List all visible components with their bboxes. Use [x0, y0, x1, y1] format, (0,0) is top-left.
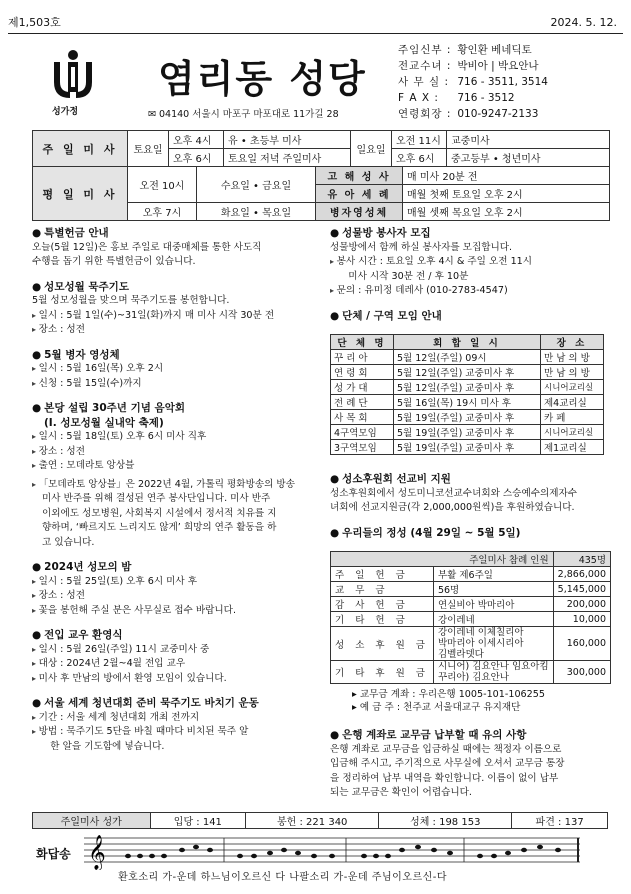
list-item: ▸ 일시 : 5월 18일(토) 오후 6시 미사 직후	[32, 431, 207, 442]
parish-address: ✉ 04140 서울시 마포구 마포대로 11가길 28	[148, 109, 339, 120]
psalm-label: 화답송	[36, 847, 71, 861]
table-row: 전 례 단 5월 16일(목) 19시 미사 후 제4교리실	[331, 395, 604, 410]
mail-icon: ✉	[148, 109, 156, 120]
section-title: ● 서울 세계 청년대회 준비 묵주기도 바치기 운동	[32, 696, 322, 711]
list-item: ▸ 방법 : 묵주기도 5단을 바칠 때마다 비치된 묵주 알	[32, 726, 249, 737]
list-item: ▸ 미사 후 만남의 방에서 환영 모임이 있습니다.	[32, 672, 227, 684]
hymn-lyrics: 환호소리 가-운데 하느님이오르신 다 나팔소리 가-운데 주님이오르신-다	[118, 872, 448, 883]
section-title: ● 성물방 봉사자 모집	[330, 226, 610, 241]
info-row: 사 무 실 : 716 - 3511, 3514	[398, 76, 548, 88]
sunday-mass-label: 주 일 미 사	[33, 131, 128, 167]
section-title: ● 전입 교우 환영식	[32, 628, 322, 643]
section-title: ● 본당 설립 30주년 기념 음악회	[32, 401, 322, 416]
left-column: ● 특별헌금 안내 오늘(5월 12일)은 홍보 주일로 대중매체를 통한 사도직 수행을 돕기 위한 특별헌금이 있습니다. ● 성모성월 묵주기도 5월 성모성월을 맞으며 묵주기도를 봉헌합니다. ▸ 일시 : 5월 1일(수)~31일(화)까지 매 미사 시작 30분 전 ▸ 장소 : 성전 ● 5월 병자 영성체 ▸ 일시 : 5월 16일(목) 오후 2시 ▸ 신청 : 5월 15일(수)까지 ● 본당 설립 30주년 기념 음악회 (Ⅰ. 성모성월 실내악 축제) ▸ 일시 : 5월 18일(토) 오후 6시 미사 직후 ▸ 장소 : 성전 ▸ 출연 : 모데라토 앙상블 ▸ 「모데라토 앙상블」은 2022년 4월, 가톨릭 평화방송의 방송 미사 반주를 위해 결성된 연주 봉사단입니다. 미사 반주 이외에도 성모병원, 사회복지 시설에서 정서적 치유를 지 향하며, ‘빠르지도 느리지도 않게’ 희망의 연주 활동을 하 고 있습니다. ● 2024년 성모의 밤 ▸ 일시 : 5월 25일(토) 오후 6시 미사 후 ▸ 장소 : 성전 ▸ 꽃을 봉헌해 주실 분은 사무실로 접수 바랍니다. ● 전입 교우 환영식 ▸ 일시 : 5월 26일(주일) 11시 교중미사 중 ▸ 대상 : 2024년 2월~4월 전입 교우 ▸ 미사 후 만남의 방에서 환영 모임이 있습니다. ● 서울 세계 청년대회 준비 묵주기도 바치기 운동 ▸ 기간 : 서울 세계 청년대회 개최 전까지 ▸ 방법 : 묵주기도 5단을 바칠 때마다 비치된 묵주 알 한 알을 기도함에 넣습니다.	[32, 226, 322, 754]
account-info: ▸ 교무금 계좌 : 우리은행 1005-101-106255 ▸ 예 금 주 : 천주교 서울대교구 유지재단	[352, 689, 545, 713]
list-item: ▸ 일시 : 5월 26일(주일) 11시 교중미사 중	[32, 643, 210, 655]
right-column-bottom: ● 은행 계좌로 교무금 납부할 때 유의 사항 은행 계좌로 교무금을 입금하실 때에는 책정자 이름으로 입금해 주시고, 주기적으로 사무실에 오셔서 교무금 통장 을 정리하여 납부 내역을 확인합니다. 이름이 없이 납부 되는 교무금은 확인이 어렵습니다.	[330, 728, 610, 801]
group-meeting-table: 단 체 명 회 합 일 시 장 소 꾸 리 아 5월 12일(주일) 09시 만 남 의 방 연 령 회 5월 12일(주일) 교중미사 후 만 남 의 방 성 가 대 5월 12일(주일) 교중미사 후 시니어교리실 전 례 단 5월 16일(목) 19시 미사 후 제4교리실 사 목 회 5월 19일(주일) 교중미사 후 카 페 4구역모임 5월 19일(주일) 교중미사 후 시니어교리실 3구역모임 5월 19일(주일) 교중미사 후 제1교리실	[330, 334, 604, 455]
section-title: ● 2024년 성모의 밤	[32, 560, 322, 575]
list-item: ▸ 「모데라토 앙상블」은 2022년 4월, 가톨릭 평화방송의 방송	[32, 478, 295, 490]
issue-date: 2024. 5. 12.	[550, 16, 617, 29]
info-row: F A X : 716 - 3512	[398, 92, 515, 104]
list-item: ▸ 장소 : 성전	[32, 324, 85, 335]
info-row: 연령회장 : 010-9247-2133	[398, 108, 539, 120]
list-item: ▸ 출연 : 모데라토 앙상블	[32, 460, 135, 471]
svg-text:𝄞: 𝄞	[88, 835, 106, 870]
list-item: ▸ 일시 : 5월 1일(수)~31일(화)까지 매 미사 시작 30분 전	[32, 309, 275, 321]
section-title: ● 단체 / 구역 모임 안내	[330, 309, 610, 324]
section-title: ● 성모성월 묵주기도	[32, 280, 322, 295]
weekday-mass-label: 평 일 미 사	[33, 167, 128, 221]
parish-title: 염리동 성당	[158, 57, 367, 101]
hymn-table: 주일미사 성가 입당 : 141 봉헌 : 221 340 성체 : 198 153 파견 : 137	[32, 812, 608, 829]
logo-text: 성가정	[52, 107, 79, 117]
top-divider	[8, 33, 623, 34]
right-column-top: ● 성물방 봉사자 모집 성물방에서 함께 하실 봉사자를 모집합니다. ▸ 봉사 시간 : 토요일 오후 4시 & 주일 오전 11시 미사 시작 30분 전 / 후 10분 ▸ 문의 : 유미정 데레사 (010-2783-4547) ● 단체 / 구역 모임 안내	[330, 226, 610, 323]
list-item: ▸ 꽃을 봉헌해 주실 분은 사무실로 접수 바랍니다.	[32, 604, 236, 616]
list-item: ▸ 문의 : 유미정 데레사 (010-2783-4547)	[330, 285, 508, 296]
section-title: ● 5월 병자 영성체	[32, 348, 322, 363]
table-row: 3구역모임 5월 19일(주일) 교중미사 후 제1교리실	[331, 440, 604, 455]
list-item: ▸ 장소 : 성전	[32, 590, 85, 601]
section-title: ● 우리들의 정성 (4월 29일 ~ 5월 5일)	[330, 526, 610, 541]
table-row: 연 령 회 5월 12일(주일) 교중미사 후 만 남 의 방	[331, 365, 604, 380]
parish-info	[398, 42, 548, 122]
table-row: 성 소 후 원 금 강이레네 이체칠리아 박마리아 이세시리아 김벨라뎃다 160,000	[331, 627, 611, 661]
list-item: ▸ 일시 : 5월 16일(목) 오후 2시	[32, 363, 164, 374]
list-item: ▸ 일시 : 5월 25일(토) 오후 6시 미사 후	[32, 575, 197, 587]
table-row: 사 목 회 5월 19일(주일) 교중미사 후 카 페	[331, 410, 604, 425]
list-item: ▸ 신청 : 5월 15일(수)까지	[32, 377, 142, 389]
saturday-label: 토요일	[128, 131, 169, 167]
list-item: ▸ 대상 : 2024년 2월~4월 전입 교우	[32, 658, 186, 669]
table-row: 감 사 헌 금 연실비아 박마리아 200,000	[331, 597, 611, 612]
sunday-label: 일요일	[351, 131, 392, 167]
issue-number: 제1,503호	[8, 16, 61, 29]
section-title: ● 성소후원회 선교비 지원	[330, 472, 610, 487]
music-staff-icon	[84, 832, 580, 870]
list-item: ▸ 봉사 시간 : 토요일 오후 4시 & 주일 오전 11시	[330, 256, 533, 267]
weekday-schedule-table: 평 일 미 사 오전 10시 수요일 • 금요일 고 해 성 사 매 미사 20분 전 유 아 세 례 매월 첫째 토요일 오후 2시 오후 7시 화요일 • 목요일 병자영성체 매월 셋째 목요일 오후 2시	[32, 166, 610, 221]
info-row: 전교수녀 : 박비아 | 박요안나	[398, 60, 539, 72]
table-row: 기 타 헌 금 강이레네 10,000	[331, 612, 611, 627]
list-item: ▸ 장소 : 성전	[32, 445, 85, 457]
list-item: ▸ 기간 : 서울 세계 청년대회 개최 전까지	[32, 711, 200, 723]
mass-schedule-table: 주 일 미 사 토요일 오후 4시 유 • 초등부 미사 일요일 오전 11시 교중미사 오후 6시 토요일 저녁 주일미사 오후 6시 중고등부 • 청년미사	[32, 130, 610, 167]
info-row: 주임신부 : 황인환 베네딕토	[398, 44, 532, 56]
table-row: 교 무 금 56명 5,145,000	[331, 582, 611, 597]
table-row: 꾸 리 아 5월 12일(주일) 09시 만 남 의 방	[331, 350, 604, 365]
table-row: 성 가 대 5월 12일(주일) 교중미사 후 시니어교리실	[331, 380, 604, 395]
section-title: ● 은행 계좌로 교무금 납부할 때 유의 사항	[330, 728, 610, 743]
offerings-table: 주일미사 참례 인원 435명 주 일 헌 금 부활 제6주일 2,866,000 교 무 금 56명 5,145,000 감 사 헌 금 연실비아 박마리아 200,000 기 타 헌 금 강이레네 10,000 성 소 후 원 금 강이레네 이체칠리아 박마리아 이세시리아 김벨라뎃다 160,000 기 타 후 원 금 시니어) 김요안나 임요아킴 꾸리아) 김요안나 300,000	[330, 551, 611, 684]
table-row: 4구역모임 5월 19일(주일) 교중미사 후 시니어교리실	[331, 425, 604, 440]
section-title: ● 특별헌금 안내	[32, 226, 322, 241]
right-column-mid: ● 성소후원회 선교비 지원 성소후원회에서 성도미니코선교수녀회와 스승예수의제자수 녀회에 선교지원금(각 2,000,000원씩)을 후원하였습니다. ● 우리들의 정성 (4월 29일 ~ 5월 5일)	[330, 472, 610, 540]
table-row: 주 일 헌 금 부활 제6주일 2,866,000	[331, 567, 611, 582]
table-row: 기 타 후 원 금 시니어) 김요안나 임요아킴 꾸리아) 김요안나 300,000	[331, 661, 611, 684]
